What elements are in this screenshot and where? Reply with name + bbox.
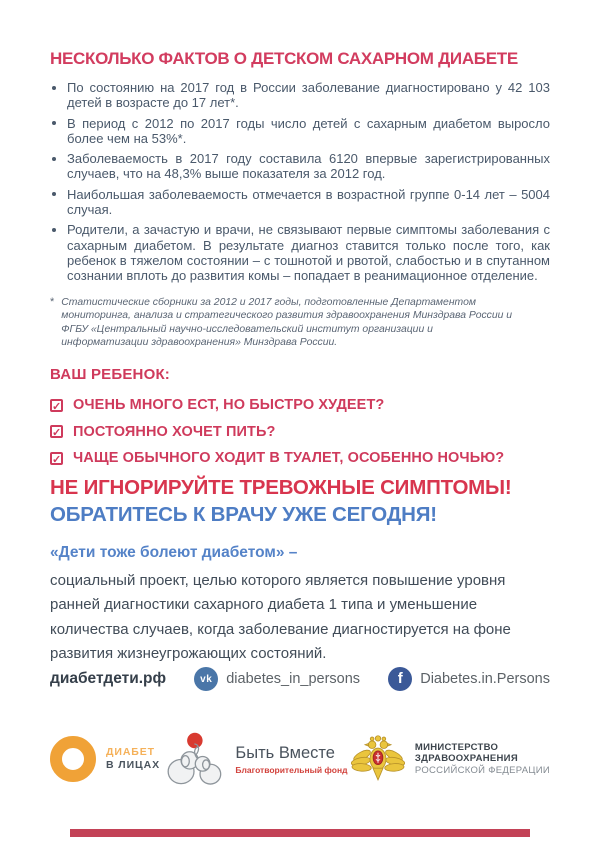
facts-list: [50, 80, 550, 289]
vk-handle: diabetes_in_persons: [226, 671, 361, 687]
checklist-item-label: ПОСТОЯННО ХОЧЕТ ПИТЬ?: [73, 423, 276, 440]
checkbox-icon: ✓: [52, 400, 62, 413]
partner-logos-row: [50, 722, 550, 796]
facebook-icon: f: [388, 667, 412, 691]
checklist-item-label: ОЧЕНЬ МНОГО ЕСТ, НО БЫСТРО ХУДЕЕТ?: [73, 397, 385, 414]
fact-item: [50, 187, 550, 218]
project-block: [50, 544, 550, 666]
warning-line-blue: ОБРАТИТЕСЬ К ВРАЧУ УЖЕ СЕГОДНЯ!: [50, 503, 437, 526]
bullet-icon: [52, 121, 56, 125]
footnote-text: Статистические сборники за 2012 и 2017 годы, подготовленные Департаментом мониторинга, анализа и стратегического развития здравоохранения Минздрава России и ФГБУ «Центральный научно-исследовательский институт организации и информатизации здравоохранения» Минздрава России.: [61, 297, 513, 349]
project-description: социальный проект, целью которого является повышение уровня ранней диагностики сахарного диабета 1 типа и уменьшение количества случаев, когда заболевание диагностируется на фоне развития жизнеугрожающих состояний.: [50, 572, 511, 662]
ministry-logo: [351, 733, 550, 785]
warning-line-red: НЕ ИГНОРИРУЙТЕ ТРЕВОЖНЫЕ СИМПТОМЫ!: [50, 476, 512, 499]
bullet-icon: [52, 157, 56, 161]
project-title: «Дети тоже болеют диабетом» –: [50, 544, 298, 561]
source-footnote: [50, 296, 520, 350]
checklist-item: [50, 419, 550, 446]
checkbox-icon: ✓: [52, 427, 62, 440]
contact-links-row: [50, 664, 550, 694]
elephants-ball-icon: [163, 731, 225, 788]
bullet-icon: [52, 192, 56, 196]
byt-vmeste-subtitle: Благотворительный фонд: [235, 764, 348, 775]
bullet-icon: [52, 86, 56, 90]
byt-vmeste-label: [235, 744, 347, 775]
diabetes-in-faces-logo: [50, 736, 160, 782]
symptoms-checklist: [50, 366, 550, 472]
byt-vmeste-logo: [163, 731, 347, 788]
checklist-item: [50, 445, 550, 472]
footer-red-bar: [70, 829, 530, 837]
fact-text: Заболеваемость в 2017 году составила 6120 впервые зарегистрированных случаев, что на 48,3% выше показателя за 2012 год.: [67, 151, 550, 182]
facebook-link[interactable]: [388, 667, 550, 691]
double-eagle-emblem-icon: [351, 733, 405, 785]
checklist-item: [50, 392, 550, 419]
checkbox-icon: ✓: [52, 453, 62, 466]
checklist-heading: ВАШ РЕБЕНОК:: [50, 366, 171, 383]
fact-item: [50, 222, 550, 283]
ministry-line1: МИНИСТЕРСТВО: [414, 741, 499, 753]
fact-text: В период с 2012 по 2017 годы число детей с сахарным диабетом выросло более чем на 53%*.: [67, 115, 550, 146]
orange-ring-icon: [50, 736, 96, 782]
fact-item: [50, 116, 550, 147]
ministry-line3: РОССИЙСКОЙ ФЕДЕРАЦИИ: [414, 764, 550, 776]
diabetes-in-faces-label: [106, 746, 160, 772]
warning-block: [50, 474, 550, 528]
footnote-asterisk: *: [50, 296, 55, 308]
vk-icon: vk: [194, 667, 218, 691]
page-title: НЕСКОЛЬКО ФАКТОВ О ДЕТСКОМ САХАРНОМ ДИАБЕТЕ: [50, 49, 518, 68]
byt-vmeste-name: Быть Вместе: [235, 743, 335, 762]
website-link[interactable]: диабетдети.рф: [50, 670, 167, 687]
fact-item: [50, 151, 550, 182]
vk-link[interactable]: [194, 667, 360, 691]
fact-text: Наибольшая заболеваемость отмечается в возрастной группе 0-14 лет – 5004 случая.: [67, 186, 550, 218]
bullet-icon: [52, 228, 56, 232]
fact-text: Родители, а зачастую и врачи, не связывают первые симптомы заболевания с сахарным диабетом. В результате диагноз ставится только после того, как ребенок в тяжелом состоянии – с тошнотой и рвотой, слабостью и в спутанном сознании вплоть до развития комы – попадает в реанимационное отделение.: [67, 222, 550, 284]
ministry-line2: ЗДРАВООХРАНЕНИЯ: [414, 753, 518, 765]
facebook-handle: Diabetes.in.Persons: [420, 671, 550, 687]
fact-text: По состоянию на 2017 год в России заболевание диагностировано у 42 103 детей в возрасте до 17 лет*.: [67, 80, 550, 111]
checklist-item-label: ЧАЩЕ ОБЫЧНОГО ХОДИТ В ТУАЛЕТ, ОСОБЕННО НОЧЬЮ?: [73, 450, 505, 467]
fact-item: [50, 80, 550, 111]
ministry-label: [415, 742, 550, 777]
diabetes-in-faces-line1: ДИАБЕТ: [106, 746, 155, 758]
diabetes-in-faces-line2: В ЛИЦАХ: [106, 759, 160, 771]
